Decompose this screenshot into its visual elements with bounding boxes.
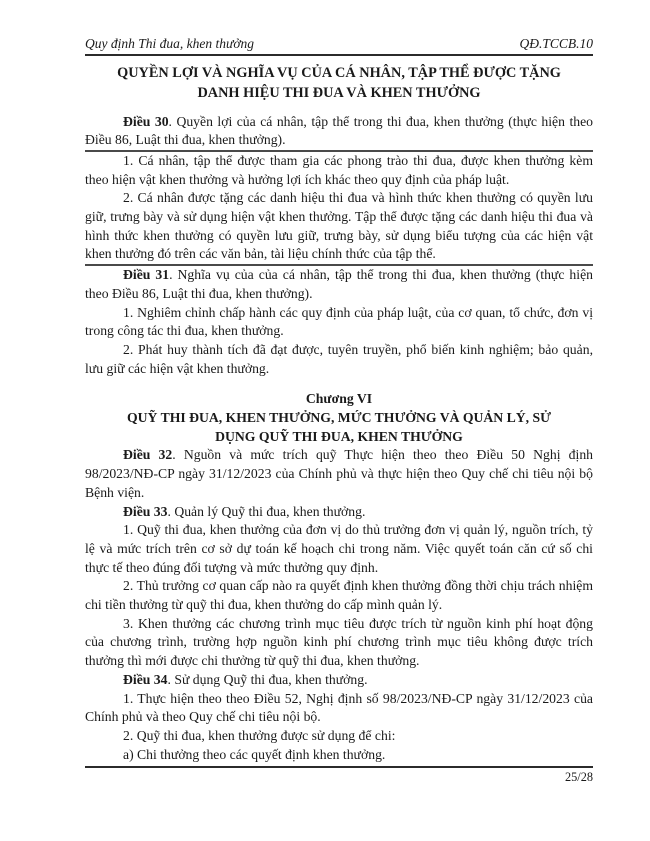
- article-31-text: . Nghĩa vụ của của cá nhân, tập thể trong thi đua, khen thưởng (thực hiện theo Điều 86, Luật thi đua, khen thưởng).: [85, 267, 594, 301]
- article-33-label: Điều 33: [123, 503, 168, 519]
- article-33-heading: [85, 503, 593, 522]
- article-34-label: Điều 34: [123, 671, 168, 687]
- page-number: 25/28: [564, 770, 593, 784]
- article-34-heading: [85, 671, 593, 690]
- article-30-label: Điều 30: [123, 113, 169, 129]
- chapter-label: Chương VI: [305, 391, 373, 407]
- section-title-line1: QUYỀN LỢI VÀ NGHĨA VỤ CỦA CÁ NHÂN, TẬP THỂ ĐƯỢC TẶNG: [117, 64, 561, 81]
- page-footer: [85, 766, 593, 785]
- document-body: [85, 113, 593, 765]
- section-title-line2: DANH HIỆU THI ĐUA VÀ KHEN THƯỞNG: [197, 84, 481, 101]
- article-31-label: Điều 31: [123, 267, 170, 283]
- article-34-text: . Sử dụng Quỹ thi đua, khen thưởng.: [167, 671, 368, 687]
- article-32-label: Điều 32: [123, 447, 173, 463]
- article-31-clause-2: 2. Phát huy thành tích đã đạt được, tuyên truyền, phổ biến kinh nghiệm; bảo quản, lưu giữ các hiện vật khen thưởng.: [85, 341, 593, 376]
- chapter-title-line2: DỤNG QUỸ THI ĐUA, KHEN THƯỞNG: [215, 428, 463, 444]
- article-34-clause-1: 1. Thực hiện theo theo Điều 52, Nghị định số 98/2023/NĐ-CP ngày 31/12/2023 của Chính phủ và theo Quy chế chi tiêu nội bộ.: [85, 690, 593, 725]
- article-31-heading: [85, 266, 593, 303]
- article-32-heading: [85, 446, 593, 502]
- article-32-text: . Nguồn và mức trích quỹ Thực hiện theo theo Điều 50 Nghị định 98/2023/NĐ-CP ngày 31/12/2023 của Chính phủ và thực hiện theo Quy chế chi tiêu nội bộ Bệnh viện.: [85, 447, 594, 500]
- header-doc-code: QĐ.TCCB.10: [519, 36, 593, 51]
- article-34-clause-2a: a) Chi thưởng theo các quyết định khen thưởng.: [123, 746, 386, 762]
- article-30-heading: [85, 113, 593, 152]
- article-33-clause-2: 2. Thủ trưởng cơ quan cấp nào ra quyết định khen thưởng đồng thời chịu trách nhiệm chi tiền thưởng từ quỹ thi đua, khen thưởng do cấp mình quản lý.: [85, 578, 593, 613]
- article-33-clause-1: 1. Quỹ thi đua, khen thưởng của đơn vị do thủ trưởng đơn vị quản lý, nguồn trích, tỷ lệ và mức trích trên cơ sở dự toán kế hoạch chi trong năm. Việc quyết toán căn cứ số chi thực tế theo đúng đối tượng và mức thưởng quy định.: [85, 522, 593, 575]
- header-doc-title: Quy định Thi đua, khen thưởng: [85, 36, 255, 51]
- chapter-title-line1: QUỸ THI ĐUA, KHEN THƯỞNG, MỨC THƯỞNG VÀ QUẢN LÝ, SỬ: [127, 410, 551, 426]
- article-30-text: . Quyền lợi của cá nhân, tập thể trong thi đua, khen thưởng (thực hiện theo Điều 86, Luật thi đua, khen thưởng).: [85, 113, 594, 148]
- article-30-clause-2: 2. Cá nhân được tặng các danh hiệu thi đua và hình thức khen thưởng có quyền lưu giữ, trưng bày và sử dụng hiện vật khen thưởng. Tập thể được tặng các danh hiệu thi đua và hình thức khen thưởng có quyền lưu giữ, trưng bày, sử dụng biểu tượng của các hiện vật khen thưởng đó trên các văn bản, tài liệu chính thức của tập thể.: [85, 189, 593, 266]
- article-30-clause-1: 1. Cá nhân, tập thể được tham gia các phong trào thi đua, được khen thưởng kèm theo hiện vật khen thưởng và hưởng lợi ích khác theo quy định của pháp luật.: [85, 152, 593, 187]
- section-title: [85, 63, 593, 103]
- article-34-clause-2: 2. Quỹ thi đua, khen thưởng được sử dụng để chi:: [123, 728, 396, 743]
- article-33-clause-3: 3. Khen thưởng các chương trình mục tiêu được trích từ nguồn kinh phí hoạt động của chương trình, trường hợp nguồn kinh phí chương trình mục tiêu không được trích thưởng thì mới được chi thưởng từ quỹ thi đua, khen thưởng.: [85, 615, 593, 669]
- article-31-clause-1: 1. Nghiêm chỉnh chấp hành các quy định của pháp luật, của cơ quan, tổ chức, đơn vị trong công tác thi đua, khen thưởng.: [85, 304, 593, 339]
- chapter-heading: [85, 390, 593, 446]
- page-header: [85, 36, 593, 56]
- article-33-text: . Quản lý Quỹ thi đua, khen thưởng.: [167, 503, 366, 519]
